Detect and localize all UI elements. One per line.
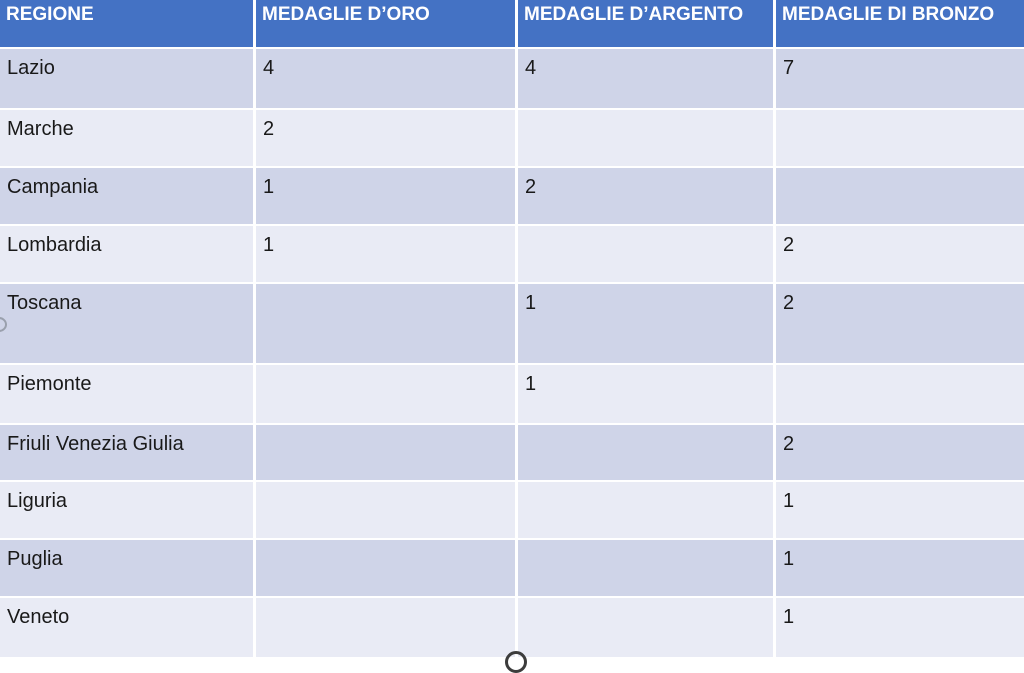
- table-row-liguria: [0, 482, 1024, 540]
- cell-region: Toscana: [0, 284, 256, 365]
- table-row-veneto: [0, 598, 1024, 659]
- table-row-lombardia: [0, 226, 1024, 284]
- cell-silver: 4: [518, 49, 776, 110]
- cell-silver: [518, 540, 776, 598]
- table-header-row: [0, 0, 1024, 49]
- table-row-marche: [0, 110, 1024, 168]
- column-header-medaglie-argento: MEDAGLIE D’ARGENTO: [518, 0, 776, 49]
- table-row-puglia: [0, 540, 1024, 598]
- table-row-campania: [0, 168, 1024, 226]
- cell-silver: [518, 482, 776, 540]
- cell-region: Piemonte: [0, 365, 256, 425]
- table-row-friuli-venezia-giulia: [0, 425, 1024, 482]
- cell-region: Lombardia: [0, 226, 256, 284]
- column-header-medaglie-oro: MEDAGLIE D’ORO: [256, 0, 518, 49]
- cell-region: Liguria: [0, 482, 256, 540]
- cell-gold: 4: [256, 49, 518, 110]
- cell-gold: 1: [256, 226, 518, 284]
- cell-bronze: 2: [776, 226, 1024, 284]
- cell-bronze: 1: [776, 598, 1024, 659]
- cell-bronze: 7: [776, 49, 1024, 110]
- cell-bronze: [776, 365, 1024, 425]
- cell-region: Friuli Venezia Giulia: [0, 425, 256, 482]
- cell-gold: [256, 425, 518, 482]
- cell-region: Marche: [0, 110, 256, 168]
- table-row-lazio: [0, 49, 1024, 110]
- cell-region: Campania: [0, 168, 256, 226]
- cell-silver: [518, 110, 776, 168]
- cell-bronze: 2: [776, 284, 1024, 365]
- column-header-medaglie-bronzo: MEDAGLIE DI BRONZO: [776, 0, 1024, 49]
- cell-gold: [256, 482, 518, 540]
- cell-bronze: 1: [776, 482, 1024, 540]
- cell-silver: 2: [518, 168, 776, 226]
- cell-silver: 1: [518, 284, 776, 365]
- cell-bronze: 1: [776, 540, 1024, 598]
- cell-silver: [518, 598, 776, 659]
- column-header-regione: REGIONE: [0, 0, 256, 49]
- cell-silver: [518, 226, 776, 284]
- cell-gold: [256, 540, 518, 598]
- cell-region: Veneto: [0, 598, 256, 659]
- table-row-piemonte: [0, 365, 1024, 425]
- cell-gold: [256, 284, 518, 365]
- page-ornament-clipped-circle: [505, 651, 527, 673]
- cell-region: Puglia: [0, 540, 256, 598]
- cell-region: Lazio: [0, 49, 256, 110]
- cell-gold: [256, 365, 518, 425]
- table-row-toscana: [0, 284, 1024, 365]
- cell-gold: 1: [256, 168, 518, 226]
- cell-silver: [518, 425, 776, 482]
- cell-gold: 2: [256, 110, 518, 168]
- cell-bronze: [776, 168, 1024, 226]
- cell-silver: 1: [518, 365, 776, 425]
- cell-bronze: [776, 110, 1024, 168]
- cell-gold: [256, 598, 518, 659]
- cell-bronze: 2: [776, 425, 1024, 482]
